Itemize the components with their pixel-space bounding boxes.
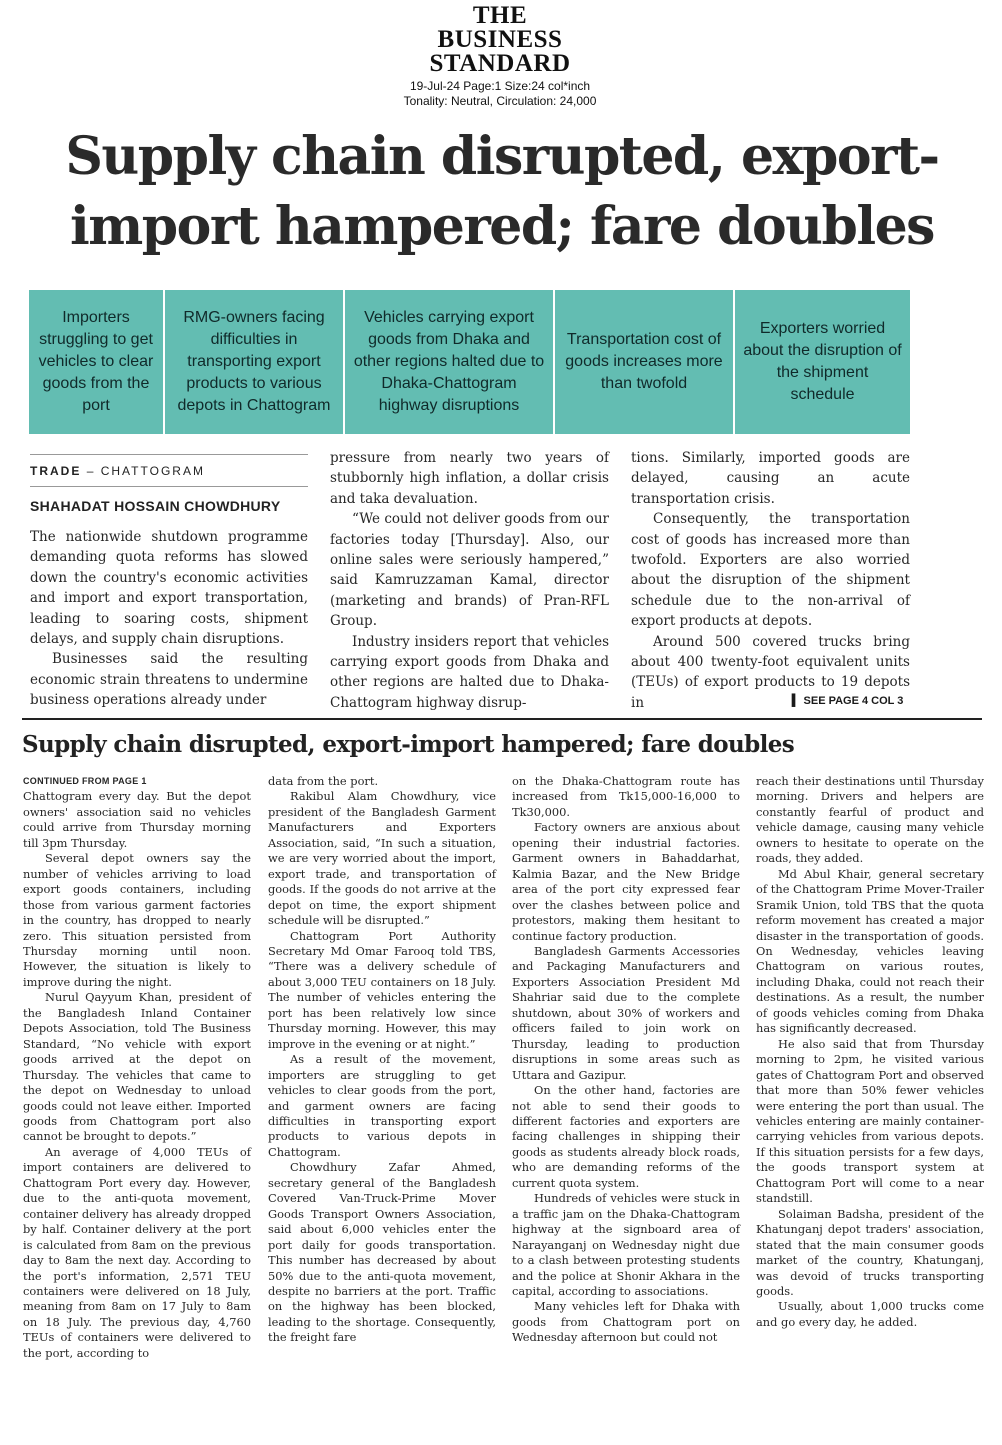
kicker-place: CHATTOGRAM	[100, 464, 205, 478]
paragraph: reach their destinations until Thursday morning. Drivers and helpers are constantly fearful of product and vehicle damage, causing many vehicle owners to hesitate to operate on the roads, they added.	[756, 774, 984, 866]
paragraph: He also said that from Thursday morning to 2pm, he visited various gates of Chattogram Port and observed that more than 50% fewer vehicles were entering the port than usual. The vehicles entering are mainly container-carrying vehicles from various depots. If this situation persists for a few days, the goods transport system at Chattogram Port will come to a near standstill.	[756, 1036, 984, 1206]
paragraph: The nationwide shutdown programme demanding quota reforms has slowed down the country's economic activities and import and export transportation, leading to soaring costs, shipment delays, and supply chain disruptions.	[30, 529, 308, 648]
masthead-line-3: STANDARD	[429, 50, 571, 77]
continued-headline: Supply chain disrupted, export-import hampered; fare doubles	[22, 731, 795, 758]
continued-column-3	[512, 774, 740, 1346]
paragraph: Consequently, the transportation cost of goods has increased more than twofold. Exporters are also worried about the disruption of the shipment schedule due to the non-arrival of export products at depots.	[631, 511, 910, 630]
paragraph: Usually, about 1,000 trucks come and go every day, he added.	[756, 1299, 984, 1329]
paragraph: pressure from nearly two years of stubbornly high inflation, a dollar crisis and taka devaluation.	[330, 450, 609, 507]
see-page-reference[interactable]	[792, 694, 903, 707]
byline: SHAHADAT HOSSAIN CHOWDHURY	[30, 498, 281, 514]
paragraph: Chowdhury Zafar Ahmed, secretary general of the Bangladesh Covered Van-Truck-Prime Mover Goods Transport Owners Association, said about 6,000 vehicles enter the port daily for goods transportation. This number has decreased by about 50% due to the anti-quota movement, despite no barriers at the port. Traffic on the highway has been blocked, leading to the shortage. Consequently, the freight fare	[268, 1160, 496, 1345]
paragraph: Hundreds of vehicles were stuck in a traffic jam on the Dhaka-Chattogram highway at the signboard area of Narayanganj on Wednesday night due to a clash between protesting students and the police at Shonir Akhara in the capital, according to associations.	[512, 1191, 740, 1298]
paragraph: Chattogram every day. But the depot owners' association said no vehicles could arrive from Thursday morning till 3pm Thursday.	[23, 789, 251, 850]
highlight-item: Transportation cost of goods increases more than twofold	[553, 290, 733, 434]
highlight-item: Vehicles carrying export goods from Dhaka and other regions halted due to Dhaka-Chattogram highway disruptions	[343, 290, 553, 434]
paragraph: An average of 4,000 TEUs of import containers are delivered to Chattogram Port every day. However, due to the anti-quota movement, container delivery has already dropped by half. Container delivery at the port is calculated from 8am on the previous day to 8am the next day. According to the port's information, 2,571 TEU containers were delivered on 18 July, meaning from 8am on 17 July to 8am on 18 July. The previous day, 4,760 TEUs of containers were delivered to the port, according to	[23, 1144, 251, 1360]
paragraph: Factory owners are anxious about opening their industrial factories. Garment owners in Bahaddarhat, Kalmia Bazar, and the New Bridge area of the port city expressed fear over the clashes between police and protestors, making them hesitant to continue factory production.	[512, 820, 740, 943]
continued-from-label: CONTINUED FROM PAGE 1	[23, 776, 147, 786]
article-column-1	[30, 527, 308, 711]
paragraph: on the Dhaka-Chattogram route has increased from Tk15,000-16,000 to Tk30,000.	[512, 774, 740, 819]
highlight-item: Importers struggling to get vehicles to clear goods from the port	[38, 309, 154, 414]
highlights-strip	[29, 290, 910, 434]
paragraph: data from the port.	[268, 774, 379, 788]
paragraph: Around 500 covered trucks bring about 400 twenty-foot equivalent units (TEUs) of export products to 19 depots in	[631, 633, 910, 711]
paragraph: Md Abul Khair, general secretary of the Chattogram Prime Mover-Trailer Sramik Union, told TBS that the quota reform movement has created a major disaster in the transportation of goods. On Wednesday, vehicles leaving Chattogram on various routes, including Dhaka, could not reach their destinations. As a result, the number of goods vehicles coming from Dhaka has significantly decreased.	[756, 866, 984, 1036]
masthead-line-2: BUSINESS	[437, 26, 563, 53]
clipping-meta-line-1: 19-Jul-24 Page:1 Size:24 col*inch	[409, 79, 591, 93]
paragraph: Bangladesh Garments Accessories and Packaging Manufacturers and Exporters Association President Md Shahriar said due to the complete shutdown, about 30% of workers and officers failed to join work on Thursday, leading to production disruptions in some areas such as Uttara and Gazipur.	[512, 943, 740, 1082]
paragraph: Industry insiders report that vehicles carrying export goods from Dhaka and other regions are halted due to Dhaka-Chattogram highway disrup-	[330, 633, 609, 711]
article-column-3	[631, 448, 910, 713]
divider	[30, 486, 308, 487]
article-column-2	[330, 448, 609, 713]
highlight-item: Exporters worried about the disruption of the shipment schedule	[733, 290, 910, 434]
see-page-label: SEE PAGE 4 COL 3	[803, 695, 904, 707]
reference-bar-icon: ▍	[792, 695, 804, 707]
kicker-dash: –	[86, 464, 96, 478]
paragraph: Rakibul Alam Chowdhury, vice president of the Bangladesh Garment Manufacturers and Exporters Association, said, “In such a situation, we are very worried about the import, export trade, and transportation of goods. If the goods do not arrive at the depot on time, the export shipment schedule will be disrupted.”	[268, 789, 496, 928]
paragraph: Many vehicles left for Dhaka with goods from Chattogram port on Wednesday afternoon but could not	[512, 1299, 740, 1345]
paragraph: As a result of the movement, importers are struggling to get vehicles to clear goods from the port, and garment owners are facing difficulties in transporting export products to various depots in Chattogram.	[268, 1052, 496, 1159]
paragraph: Solaiman Badsha, president of the Khatunganj depot traders' association, stated that the main consumer goods market of the country, Khatunganj, was devoid of trucks transporting goods.	[756, 1206, 984, 1298]
paragraph: tions. Similarly, imported goods are delayed, causing an acute transportation crisis.	[631, 450, 910, 507]
paragraph: Chattogram Port Authority Secretary Md Omar Farooq told TBS, “There was a delivery schedule of about 3,000 TEU containers on 18 July. The number of vehicles entering the port has been relatively low since Thursday morning. However, this may improve in the evening or at night.”	[268, 928, 496, 1051]
clipping-meta-line-2: Tonality: Neutral, Circulation: 24,000	[403, 94, 597, 108]
paragraph: “We could not deliver goods from our factories today [Thursday]. Also, our online sales were seriously hampered,” said Kamruzzaman Kamal, director (marketing and brands) of Pran-RFL Group.	[330, 511, 609, 630]
section-kicker	[30, 464, 205, 478]
masthead-logo	[300, 4, 700, 76]
paragraph: Businesses said the resulting economic strain threatens to undermine business operations already under	[30, 651, 308, 709]
section-divider	[22, 718, 982, 720]
paragraph: Several depot owners say the number of vehicles arriving to load export goods containers, including those from various garment factories in the country, has dropped to nearly zero. This situation persisted from Thursday morning until noon. However, the situation is likely to improve during the night.	[23, 851, 251, 989]
divider	[30, 454, 308, 455]
continued-column-4	[756, 774, 984, 1330]
highlight-item: RMG-owners facing difficulties in transporting export products to various depots in Chattogram	[163, 290, 343, 434]
main-headline: Supply chain disrupted, export-import hampered; fare doubles	[65, 126, 939, 257]
masthead-line-1: THE	[472, 2, 528, 29]
paragraph: On the other hand, factories are not able to send their goods to different factories and exporters are facing challenges in shipping their goods as students already block roads, who are demanding reforms of the current quota system.	[512, 1083, 740, 1190]
continued-column-2	[268, 774, 496, 1346]
kicker-section: TRADE	[30, 464, 82, 478]
continued-column-1	[23, 774, 251, 1361]
paragraph: Nurul Qayyum Khan, president of the Bangladesh Inland Container Depots Association, told The Business Standard, “No vehicle with export goods arrived at the depot on Thursday. The vehicles that came to the depot on Wednesday to unload goods could not leave either. Imported goods from Chattogram port also cannot be brought to depots.”	[23, 990, 251, 1144]
